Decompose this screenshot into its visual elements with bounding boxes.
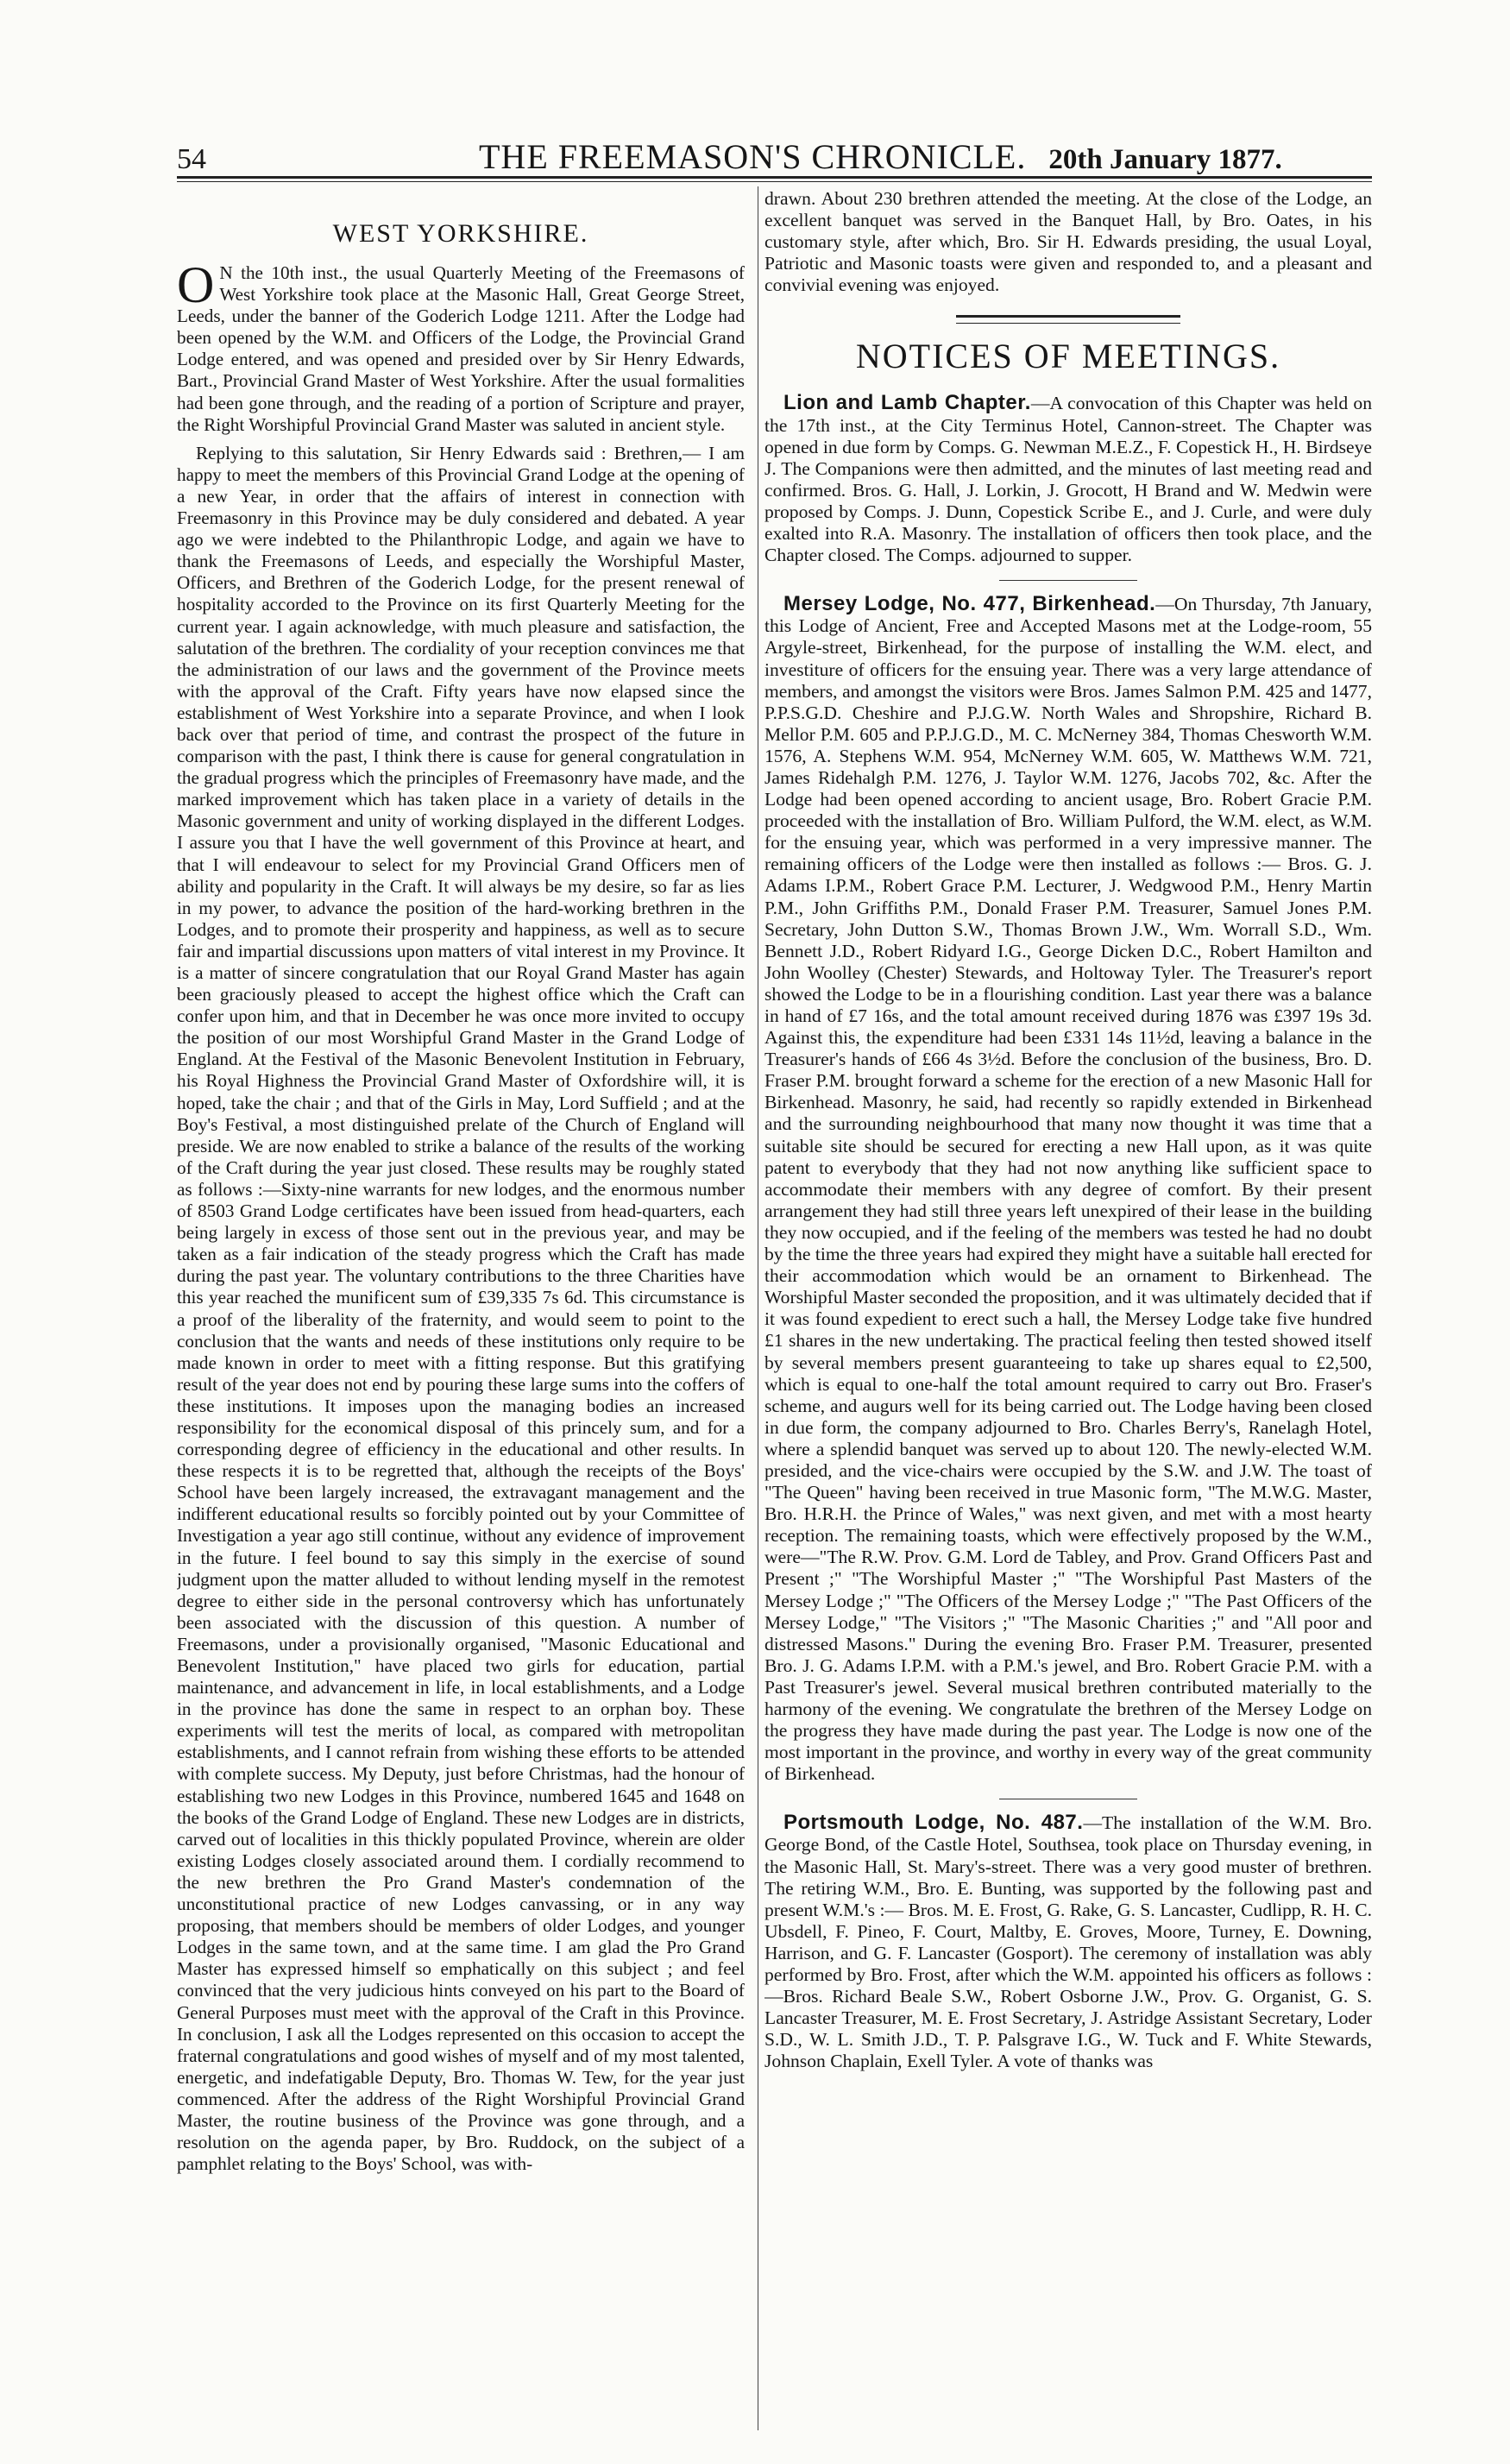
- notice-entry: Lion and Lamb Chapter.—A convocation of this Chapter was held on the 17th inst., at the City Terminus Hotel, Cannon-street. The Chapter was opened in due form by Comps. G. Newman M.E.Z., F. Copestick H., H. Birdseye J. The Companions were then admitted, and the minutes of last meeting read and confirmed. Bros. G. Hall, J. Lorkin, J. Grocott, H Brand and W. Medwin were proposed by Comps. J. Dunn, Copestick Scribe E., and J. Curle, and were duly exalted into R.A. Masonry. The installation of officers then took place, and the Chapter closed. The Comps. adjourned to supper.: [764, 391, 1372, 566]
- article-paragraph: O N the 10th inst., the usual Quarterly Meeting of the Freemasons of West Yorkshire took place at the Masonic Hall, Great George Street, Leeds, under the banner of the Goderich Lodge 1211. After the Lodge had been opened by the W.M. and Officers of the Lodge, the Provincial Grand Lodge entered, and was opened and presided over by Sir Henry Edwards, Bart., Provincial Grand Master of West Yorkshire. After the usual formalities had been gone through, and the reading of a portion of Scripture and prayer, the Right Worshipful Provincial Grand Master was saluted in ancient style.: [177, 256, 745, 435]
- issue-date: 20th January 1877.: [1048, 144, 1282, 175]
- notices-heading: NOTICES OF MEETINGS.: [855, 337, 1281, 376]
- article-paragraph: Replying to this salutation, Sir Henry Edwards said : Brethren,— I am happy to meet the members of this Provincial Grand Lodge at the opening of a new Year, in order that the affairs of interest in connection with Freemasonry in this Province may be duly considered and debated. A year ago we were indebted to the Philanthropic Lodge, and again we have to thank the Freemasons of Leeds, and especially the Worshipful Master, Officers, and Brethren of the Goderich Lodge, for the present renewal of hospitality accorded to the Province on its first Quarterly Meeting for the current year. I again acknowledge, with much pleasure and satisfaction, the salutation of the brethren. The cordiality of your reception convinces me that the administration of our laws and the government of the Province meets with the approval of the Craft. Fifty years have now elapsed since the establishment of West Yorkshire into a separate Province, and when I look back over that period of time, and contrast the prospect of the future in comparison with the past, I think there is cause for general congratulation in the gradual progress which the principles of Freemasonry have made, and the marked improvement which has taken place in a variety of details in the Masonic government and unity of working displayed in the different Lodges. I assure you that I have the well government of this Province at heart, and that I will endeavour to select for my Provincial Grand Officers men of ability and popularity in the Craft. It will always be my desire, so far as lies in my power, to advance the position of the hard-working brethren in the Lodges, and to promote their prosperity and happiness, as well as to secure fair and impartial discussions upon matters of vital interest in my Province. It is a matter of sincere congratulation that our Royal Grand Master has again been graciously pleased to accept the highest office which the Craft can confer upon him, and that in December he was once more invited to occupy the position of our most Worshipful Grand Master in the Grand Lodge of England. At the Festival of the Masonic Benevolent Institution in February, his Royal Highness the Provincial Grand Master of Oxfordshire will, it is hoped, take the chair ; and that of the Girls in May, Lord Suffield ; and at the Boy's Festival, a most distinguished prelate of the Church of England will preside. We are now enabled to strike a balance of the results of the working of the Craft during the year just closed. These results may be roughly stated as follows :—Sixty-nine warrants for new lodges, and the enormous number of 8503 Grand Lodge certificates have been issued from head-quarters, each being largely in excess of those sent out in the previous year, and may be taken as a fair indication of the steady progress which the Craft has made during the past year. The voluntary contributions to the three Charities have this year reached the munificent sum of £39,335 7s 6d. This circumstance is a proof of the liberality of the fraternity, and would seem to point to the conclusion that the wants and needs of these institutions only require to be made known in order to meet with a fitting response. But this gratifying result of the year does not end by pouring these large sums into the coffers of these institutions. It imposes upon the managing bodies an increased responsibility for the economical disposal of this princely sum, and for a corresponding degree of efficiency in the educational and other results. In these respects it is to be regretted that, although the receipts of the Boys' School have been largely increased, the extravagant management and the indifferent educational results so forcibly pointed out by your Committee of Investigation a year ago still continue, without any evidence of improvement in the future. I feel bound to say this simply in the exercise of sound judgment upon the matter alluded to without lending myself in the remotest degree to either side in the personal controversy which has unfortunately been associated with the discussion of this question. A number of Freemasons, under a provisionally organised, "Masonic Educational and Benevolent Institution," have placed two girls for education, partial maintenance, and advancement in life, in local establishments, and a Lodge in the province has done the same in respect to an orphan boy. These experiments will test the merits of local, as compared with metropolitan establishments, and I cannot refrain from wishing these efforts to be attended with complete success. My Deputy, just before Christmas, had the honour of establishing two new Lodges in this Province, numbered 1645 and 1648 on the books of the Grand Lodge of England. These new Lodges are in districts, carved out of localities in this thickly populated Province, wherein are older existing Lodges closely associated around them. I cordially recommend to the new brethren the Pro Grand Master's condemnation of the unconstitutional practice of new Lodges canvassing, or in any way proposing, that members should be members of older Lodges, and younger Lodges in the same town, and at the same time. I am glad the Pro Grand Master has expressed himself so emphatically on this subject ; and feel convinced that the very judicious hints conveyed on his part to the Board of General Purposes must meet with the approval of the Craft in this Province. In conclusion, I ask all the Lodges represented on this occasion to accept the fraternal congratulations and good wishes of myself and of my most talented, energetic, and indefatigable Deputy, Bro. Thomas W. Tew, for the year just commenced. After the address of the Right Worshipful Provincial Grand Master, the routine business of the Province was gone through, and a resolution on the agenda paper, by Bro. Ruddock, on the subject of a pamphlet relating to the Boys' School, was with-: [177, 442, 745, 2175]
- section-separator: [956, 315, 1180, 318]
- notice-title: Portsmouth Lodge, No. 487.: [783, 1811, 1084, 1835]
- page-number: 54: [177, 143, 206, 175]
- right-column: [764, 188, 1372, 2432]
- notice-entry: Portsmouth Lodge, No. 487.—The installation of the W.M. Bro. George Bond, of the Castle Hotel, Southsea, took place on Thursday evening, in the Masonic Hall, St. Mary's-street. There was a very good muster of brethren. The retiring W.M., Bro. E. Bunting, was supported by the following past and present W.M.'s :— Bros. M. E. Frost, G. Rake, G. S. Lancaster, Cudlipp, R. H. C. Ubsdell, F. Pineo, F. Court, Maltby, E. Groves, Moore, Turney, E. Downing, Harrison, and G. F. Lancaster (Gosport). The ceremony of installation was ably performed by Bro. Frost, after which the W.M. appointed his officers as follows :—Bros. Richard Beale S.W., Robert Osborne J.W., Prov. G. Organist, G. S. Lancaster Treasurer, M. E. Frost Secretary, J. Astridge Assistant Secretary, Loder S.D., W. L. Smith J.D., T. P. Palsgrave I.G., W. Tuck and F. White Stewards, Johnson Chaplain, Exell Tyler. A vote of thanks was: [764, 1811, 1372, 2072]
- section-separator-thin: [956, 323, 1180, 324]
- entry-separator: [999, 580, 1137, 581]
- masthead-rule: [177, 176, 1372, 179]
- notice-entry: Mersey Lodge, No. 477, Birkenhead.—On Thursday, 7th January, this Lodge of Ancient, Free and Accepted Masons met at the Lodge-room, 55 Argyle-street, Birkenhead, for the purpose of installing the W.M. elect, and investiture of officers for the ensuing year. There was a very large attendance of members, and amongst the visitors were Bros. James Salmon P.M. 425 and 1477, P.P.S.G.D. Cheshire and P.J.G.W. North Wales and Shropshire, Richard B. Mellor P.M. 605 and P.P.J.G.D., M. C. McNerney 384, Thomas Chesworth W.M. 1576, A. Stephens W.M. 954, McNerney W.M. 605, W. Matthews W.M. 721, James Ridehalgh P.M. 1276, J. Taylor W.M. 1276, Jacobs 702, &c. After the Lodge had been opened according to ancient usage, Bro. Robert Gracie P.M. proceeded with the installation of Bro. William Pulford, the W.M. elect, as W.M. for the ensuing year, which was performed in a very impressive manner. The remaining officers of the Lodge were then installed as follows :— Bros. G. J. Adams I.P.M., Robert Grace P.M. Lecturer, J. Wedgwood P.M., Henry Martin P.M., John Griffiths P.M., Donald Fraser P.M. Treasurer, Samuel Jones P.M. Secretary, John Dutton S.W., Thomas Brown J.W., Wm. Worrall S.D., Wm. Bennett J.D., Robert Ridyard I.G., George Dicken D.C., Robert Hamilton and John Woolley (Chester) Stewards, and Holtoway Tyler. The Treasurer's report showed the Lodge to be in a flourishing condition. Last year there was a balance in hand of £7 16s, and the total amount received during 1876 was £397 19s 3d. Against this, the expenditure had been £331 14s 11½d, leaving a balance in the Treasurer's hands of £66 4s 3½d. Before the conclusion of the business, Bro. D. Fraser P.M. brought forward a scheme for the erection of a new Masonic Hall for Birkenhead. Masonry, he said, had recently so rapidly extended in Birkenhead and the surrounding neighbourhood that many now thought it was time that a suitable site should be secured for erecting a new Hall upon, as it was quite patent to everybody that they had not now anything like sufficient space to accommodate their members with any degree of comfort. By their present arrangement they had still three years left unexpired of their lease in the building they now occupied, and if the feeling of the members was tested he had no doubt by the time the three years had expired they might have a suitable hall erected for their accommodation which would be an ornament to Birkenhead. The Worshipful Master seconded the proposition, and it was ultimately decided that if it was found expedient to erect such a hall, the Mersey Lodge take five hundred £1 shares in the new undertaking. The practical feeling then tested showed itself by several members present guaranteeing to take up shares equal to £2,500, which is equal to one-half the total amount required to carry out Bro. Fraser's scheme, and augurs well for its being carried out. The Lodge having been closed in due form, the company adjourned to Bro. Charles Berry's, Ranelagh Hotel, where a splendid banquet was served up to about 120. The newly-elected W.M. presided, and the vice-chairs were occupied by the S.W. and J.W. The toast of "The Queen" having been received in true Masonic form, "The M.W.G. Master, Bro. H.R.H. the Prince of Wales," was next given, and met with a most hearty reception. The remaining toasts, which were effectively proposed by the W.M., were—"The R.W. Prov. G.M. Lord de Tabley, and Prov. Grand Officers Past and Present ;" "The Worshipful Master ;" "The Worshipful Past Masters of the Mersey Lodge ;" "The Officers of the Mersey Lodge ;" "The Past Officers of the Mersey Lodge," "The Visitors ;" "The Masonic Charities ;" and "All poor and distressed Masons." During the evening Bro. Fraser P.M. Treasurer, presented Bro. J. G. Adams I.P.M. with a P.M.'s jewel, and Bro. Robert Gracie P.M. with a Past Treasurer's jewel. Several musical brethren contributed materially to the harmony of the evening. We congratulate the brethren of the Mersey Lodge on the progress they have made during the past year. The Lodge is now one of the most important in the province, and worthy in every way of the great community of Birkenhead.: [764, 592, 1372, 1785]
- west-yorkshire-heading: WEST YORKSHIRE.: [332, 219, 589, 248]
- continuation-paragraph: drawn. About 230 brethren attended the meeting. At the close of the Lodge, an excellent banquet was served in the Banquet Hall, by Bro. Oates, in his customary style, after which, Bro. Sir H. Edwards presiding, the usual Loyal, Patriotic and Masonic toasts were given and responded to, and a pleasant and convivial evening was enjoyed.: [764, 188, 1372, 296]
- masthead: [177, 136, 1372, 176]
- newspaper-title: THE FREEMASON'S CHRONICLE.: [479, 137, 1027, 176]
- drop-cap: O: [177, 256, 215, 313]
- notice-title: Mersey Lodge, No. 477, Birkenhead.: [783, 592, 1156, 616]
- masthead-rule-thin: [177, 181, 1372, 182]
- left-column: [177, 188, 745, 2432]
- notice-title: Lion and Lamb Chapter.: [783, 391, 1031, 415]
